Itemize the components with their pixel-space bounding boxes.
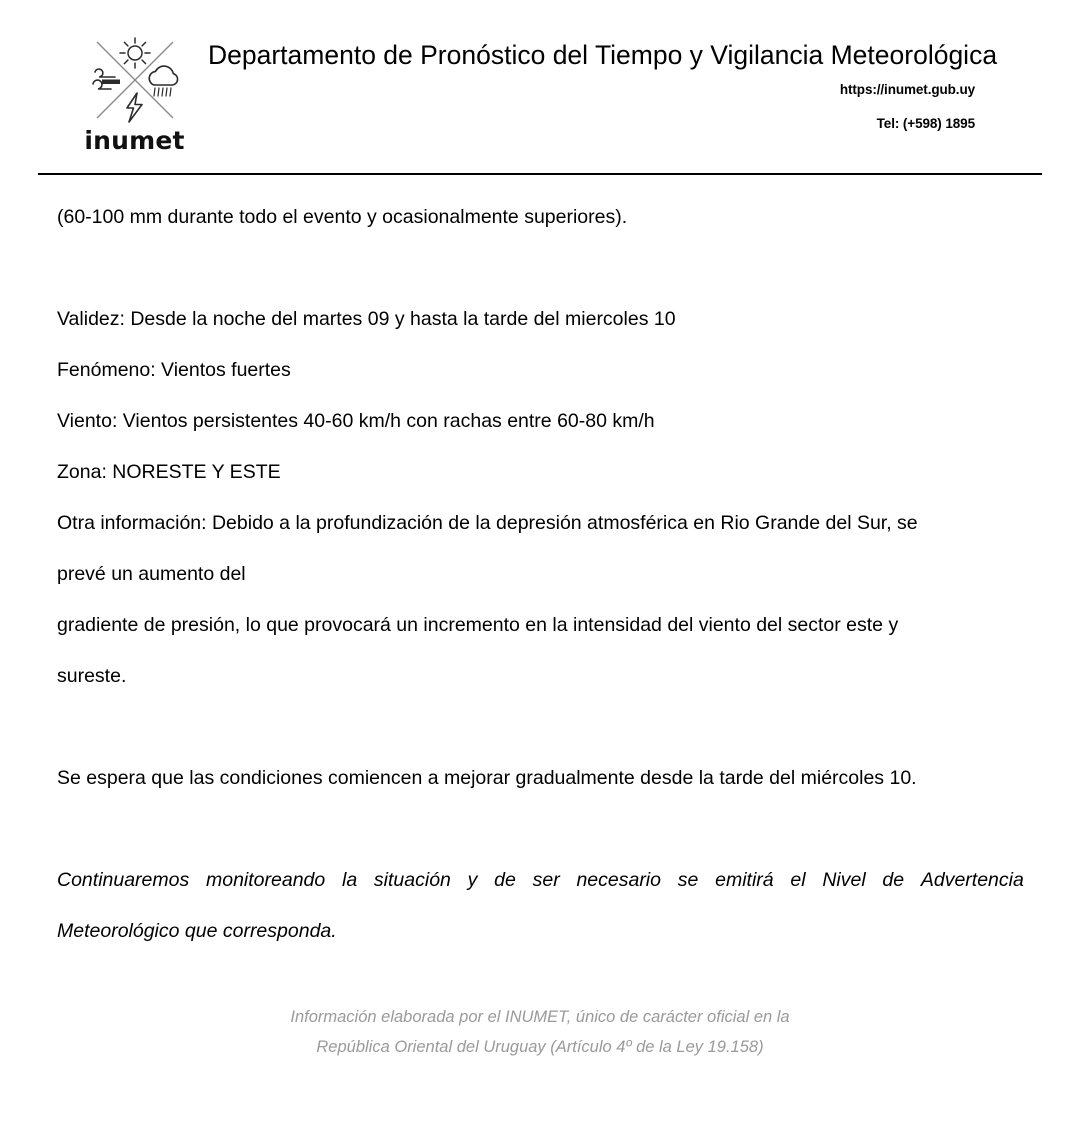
- header-phone-number: Tel: (+598) 1895: [876, 116, 975, 131]
- viento-line: Viento: Vientos persistentes 40-60 km/h con rachas entre 60-80 km/h: [57, 410, 655, 432]
- header-website-url[interactable]: https://inumet.gub.uy: [839, 82, 975, 97]
- monitoreo-word: emitirá: [715, 869, 774, 891]
- page-title: Departamento de Pronóstico del Tiempo y Vigilancia Meteorológica: [208, 40, 998, 70]
- fenomeno-line: Fenómeno: Vientos fuertes: [57, 359, 291, 381]
- monitoreo-word: de: [494, 869, 516, 891]
- paragraph-spacer: [57, 702, 1025, 753]
- zona-line: Zona: NORESTE Y ESTE: [57, 461, 281, 483]
- rain-cloud-icon: [149, 66, 177, 96]
- monitoreo-word: Advertencia: [920, 869, 1024, 891]
- footer-line-2: República Oriental del Uruguay (Artículo 4º de la Ley 19.158): [316, 1038, 764, 1056]
- document-header: [0, 0, 1080, 174]
- document-body: [57, 192, 1025, 957]
- footer-line-1: Información elaborada por el INUMET, único de carácter oficial en la: [290, 1008, 790, 1026]
- rainfall-note-paragraph: (60-100 mm durante todo el evento y ocasionalmente superiores).: [57, 206, 628, 228]
- header-divider: [38, 173, 1042, 175]
- monitoreo-word: monitoreando: [205, 869, 326, 891]
- otra-informacion-line-4: sureste.: [57, 665, 127, 687]
- paragraph-spacer: [57, 243, 1025, 294]
- monitoreo-word: Nivel: [822, 869, 866, 891]
- sun-icon: [120, 38, 150, 68]
- wind-icon: [93, 69, 120, 89]
- otra-informacion-line-3: gradiente de presión, lo que provocará un incremento en la intensidad del viento del sector este y: [57, 614, 899, 636]
- inumet-logo: [82, 30, 187, 165]
- monitoreo-word: y: [467, 869, 478, 891]
- monitoreo-word: la: [341, 869, 358, 891]
- mejora-paragraph: Se espera que las condiciones comiencen a mejorar gradualmente desde la tarde del miércoles 10.: [57, 767, 917, 789]
- monitoreo-justified-line: [57, 855, 1024, 906]
- monitoreo-word: Continuaremos: [57, 869, 190, 891]
- inumet-wordmark: inumet: [84, 126, 185, 155]
- validez-line: Validez: Desde la noche del martes 09 y hasta la tarde del miercoles 10: [57, 308, 676, 330]
- monitoreo-line-2: Meteorológico que corresponda.: [57, 920, 337, 942]
- monitoreo-word: se: [677, 869, 699, 891]
- lightning-icon: [127, 93, 142, 122]
- monitoreo-word: de: [882, 869, 905, 891]
- monitoreo-word: ser: [532, 869, 560, 891]
- paragraph-spacer: [57, 804, 1025, 855]
- otra-informacion-line-1: Otra información: Debido a la profundización de la depresión atmosférica en Rio Grande del Sur, se: [57, 512, 918, 534]
- otra-informacion-line-2: prevé un aumento del: [57, 563, 246, 585]
- monitoreo-word: necesario: [576, 869, 661, 891]
- document-footer: [0, 1002, 1080, 1062]
- monitoreo-word: situación: [373, 869, 451, 891]
- inumet-logo-mark: [85, 30, 185, 126]
- monitoreo-word: el: [790, 869, 806, 891]
